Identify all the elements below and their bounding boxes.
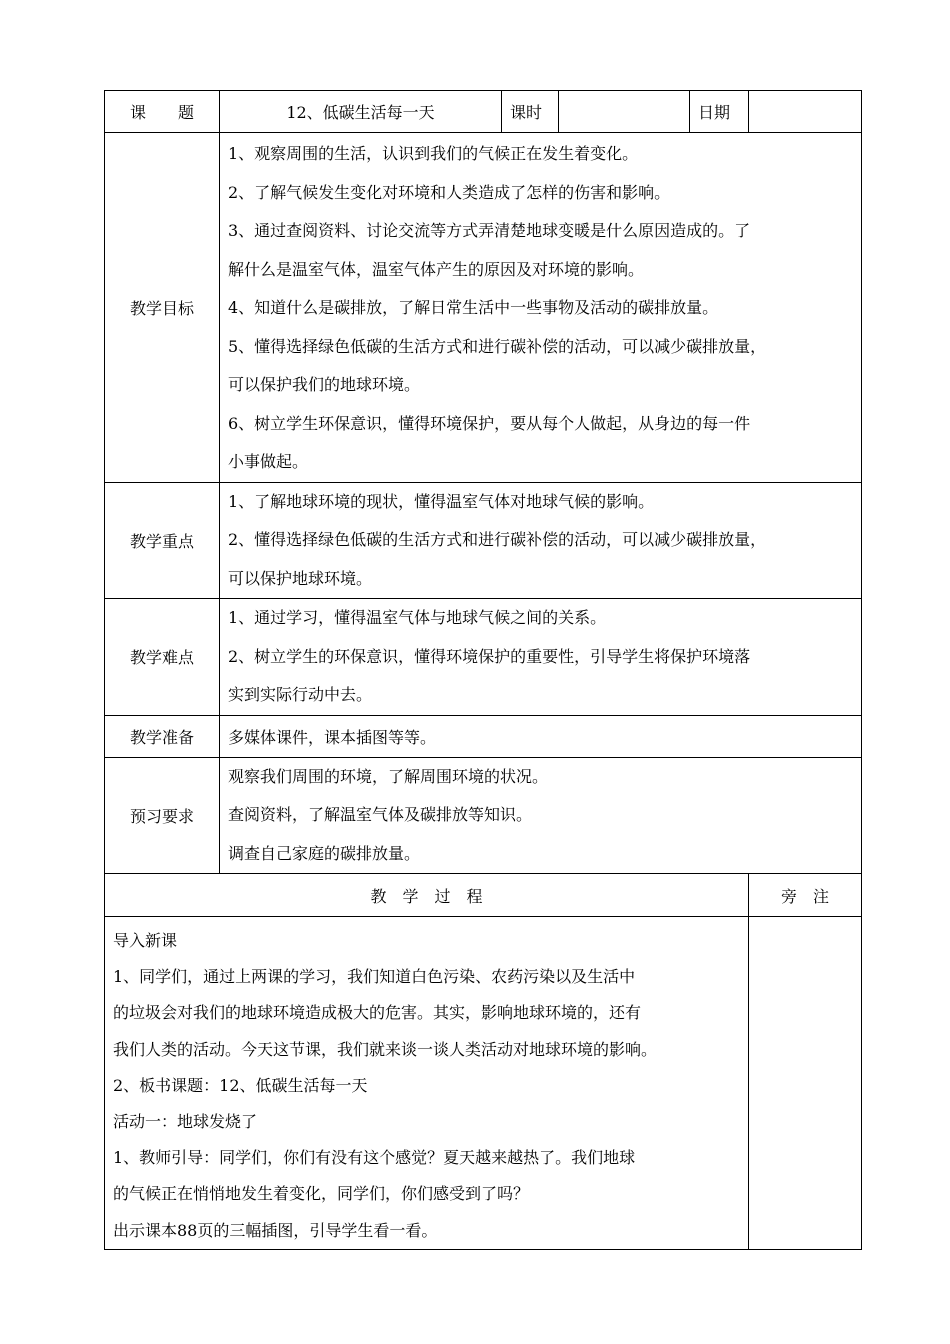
key-points-label: 教学重点 — [105, 482, 220, 599]
date-label: 日期 — [690, 91, 749, 133]
objectives-label: 教学目标 — [105, 133, 220, 483]
objective-line: 4、知道什么是碳排放，了解日常生活中一些事物及活动的碳排放量。 — [228, 298, 719, 317]
objective-line: 1、观察周围的生活，认识到我们的气候正在发生着变化。 — [228, 144, 639, 163]
notes-content — [749, 917, 862, 1250]
process-line: 出示课本88页的三幅插图，引导学生看一看。 — [113, 1220, 438, 1240]
objective-line: 2、了解气候发生变化对环境和人类造成了怎样的伤害和影响。 — [228, 182, 671, 202]
objective-line: 6、树立学生环保意识，懂得环境保护，要从每个人做起，从身边的每一件 — [228, 413, 751, 433]
process-line: 的垃圾会对我们的地球环境造成极大的危害。其实，影响地球环境的，还有 — [113, 1003, 642, 1023]
preview-line: 调查自己家庭的碳排放量。 — [228, 843, 421, 863]
process-line: 的气候正在悄悄地发生着变化，同学们，你们感受到了吗？ — [113, 1184, 530, 1204]
process-line: 2、板书课题：12、低碳生活每一天 — [113, 1075, 368, 1095]
key-points-row — [105, 482, 862, 599]
process-line: 导入新课 — [113, 931, 178, 950]
preview-row — [105, 757, 862, 874]
objective-line: 解什么是温室气体，温室气体产生的原因及对环境的影响。 — [228, 259, 645, 279]
process-line: 活动一：地球发烧了 — [113, 1112, 258, 1132]
preview-line: 观察我们周围的环境，了解周围环境的状况。 — [228, 766, 549, 786]
process-content — [105, 917, 749, 1250]
key-point-line: 可以保护地球环境。 — [228, 568, 373, 588]
notes-heading: 旁 注 — [749, 874, 862, 917]
lesson-plan-document — [104, 90, 861, 1250]
date-value — [749, 91, 862, 133]
preview-content — [220, 757, 862, 874]
preparation-label: 教学准备 — [105, 715, 220, 757]
objectives-content — [220, 133, 862, 483]
difficulty-line: 实到实际行动中去。 — [228, 685, 373, 704]
process-heading: 教 学 过 程 — [105, 874, 749, 917]
topic-label: 课 题 — [105, 91, 220, 133]
process-line: 1、教师引导：同学们，你们有没有这个感觉？夏天越来越热了。我们地球 — [113, 1148, 636, 1168]
difficulties-row — [105, 599, 862, 716]
preparation-row — [105, 715, 862, 757]
lesson-plan-table — [104, 90, 862, 1250]
preparation-content: 多媒体课件，课本插图等等。 — [220, 715, 862, 757]
objective-line: 3、通过查阅资料、讨论交流等方式弄清楚地球变暖是什么原因造成的。了 — [228, 221, 751, 240]
preview-label: 预习要求 — [105, 757, 220, 874]
period-value — [559, 91, 690, 133]
difficulties-content — [220, 599, 862, 716]
process-line: 1、同学们，通过上两课的学习，我们知道白色污染、农药污染以及生活中 — [113, 967, 636, 987]
key-points-content — [220, 482, 862, 599]
difficulties-label: 教学难点 — [105, 599, 220, 716]
key-point-line: 1、了解地球环境的现状，懂得温室气体对地球气候的影响。 — [228, 491, 655, 511]
header-row — [105, 91, 862, 133]
key-point-line: 2、懂得选择绿色低碳的生活方式和进行碳补偿的活动，可以减少碳排放量， — [228, 530, 767, 549]
difficulty-line: 1、通过学习，懂得温室气体与地球气候之间的关系。 — [228, 608, 607, 627]
preview-line: 查阅资料，了解温室气体及碳排放等知识。 — [228, 805, 533, 824]
objectives-row — [105, 133, 862, 483]
objective-line: 小事做起。 — [228, 452, 309, 471]
period-label: 课时 — [502, 91, 559, 133]
topic-value: 12、低碳生活每一天 — [220, 91, 502, 133]
objective-line: 5、懂得选择绿色低碳的生活方式和进行碳补偿的活动，可以减少碳排放量， — [228, 336, 767, 356]
objective-line: 可以保护我们的地球环境。 — [228, 375, 421, 394]
process-body-row — [105, 917, 862, 1250]
difficulty-line: 2、树立学生的环保意识，懂得环境保护的重要性，引导学生将保护环境落 — [228, 646, 751, 666]
process-header-row — [105, 874, 862, 917]
process-line: 我们人类的活动。今天这节课，我们就来谈一谈人类活动对地球环境的影响。 — [113, 1039, 658, 1059]
